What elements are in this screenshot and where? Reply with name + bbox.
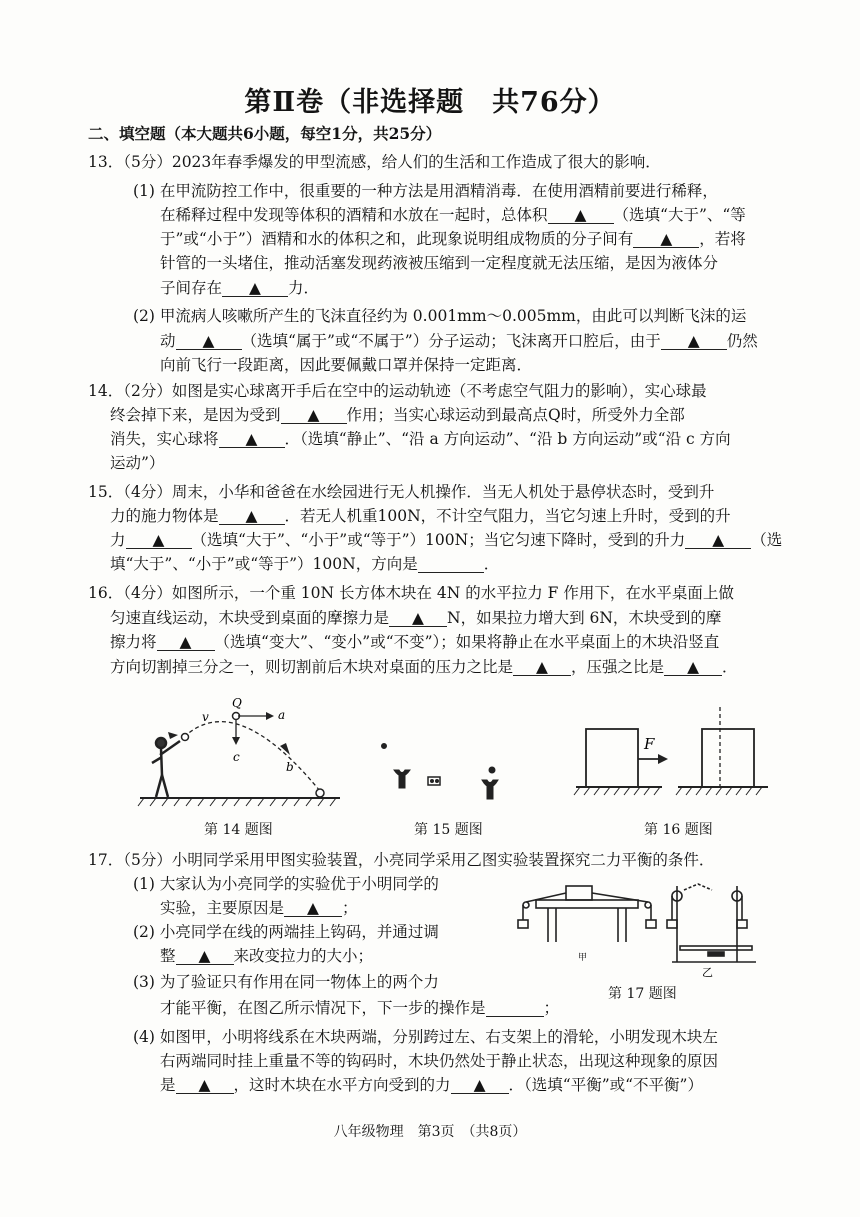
caption-fig15: 第 15 题图 <box>414 822 483 838</box>
q13-part2-line: (2) 甲流病人咳嗽所产生的飞沫直径约为 0.001mm～0.005mm，由此可以判断飞沫的运 <box>133 307 747 325</box>
q17-part1-line: (1) 大家认为小亮同学的实验优于小明同学的 <box>133 875 439 893</box>
q17-line10: 是 ▲ ，这时木块在水平方向受到的力 ▲ ．（选填“平衡”或“不平衡”） <box>160 1076 703 1094</box>
figure-17 <box>512 880 772 980</box>
answer-blank[interactable]: ▲ <box>661 333 727 350</box>
answer-blank[interactable] <box>418 556 484 573</box>
apparatus-yi <box>667 884 756 962</box>
section-heading: 二、填空题（本大题共6小题，每空1分，共25分） <box>88 124 442 143</box>
label-jia: 甲 <box>578 953 588 963</box>
figure-14 <box>140 695 340 810</box>
q15-stem: 15．（4分）周末，小华和爸爸在水绘园进行无人机操作．当无人机处于悬停状态时，受到升 <box>88 483 715 501</box>
page-title: 第Ⅱ卷（非选择题 共76分） <box>244 87 616 118</box>
answer-blank[interactable]: ▲ <box>284 900 342 917</box>
q14-stem: 14．（2分）如图是实心球离开手后在空中的运动轨迹（不考虑空气阻力的影响），实心球最 <box>88 382 707 400</box>
q15-line3: 力 ▲ （选填“大于”、“小于”或“等于”）100N；当它匀速下降时，受到的升力 ▲ （选 <box>110 531 783 549</box>
figure-16 <box>572 705 772 800</box>
answer-blank[interactable]: ▲ <box>513 659 571 676</box>
answer-blank[interactable]: ▲ <box>219 508 285 525</box>
label-f: F <box>644 735 655 753</box>
q17-stem: 17．（5分）小明同学采用甲图实验装置，小亮同学采用乙图实验装置探究二力平衡的条件． <box>88 851 715 869</box>
page-footer: 八年级物理 第3页 （共8页） <box>333 1124 527 1140</box>
q17-line5: 整 ▲ 来改变拉力的大小； <box>160 947 374 965</box>
answer-blank[interactable]: ▲ <box>176 1077 234 1094</box>
q14-line3: 消失，实心球将 ▲ ．（选填“静止”、“沿 a 方向运动”、“沿 b 方向运动”或“沿 c 方向 <box>110 430 731 448</box>
answer-blank[interactable]: ▲ <box>222 280 288 297</box>
label-a: a <box>278 708 286 722</box>
q13-stem: 13．（5分）2023年春季爆发的甲型流感，给人们的生活和工作造成了很大的影响． <box>88 153 661 171</box>
answer-blank[interactable]: ▲ <box>685 532 751 549</box>
answer-blank[interactable]: ▲ <box>451 1077 509 1094</box>
q13-line9: 向前飞行一段距离，因此要佩戴口罩并保持一定距离． <box>160 356 533 374</box>
answer-blank[interactable]: ▲ <box>548 207 614 224</box>
q16-line3: 擦力将 ▲ （选填“变大”、“变小”或“不变”）；如果将静止在水平桌面上的木块沿竖直 <box>110 633 720 651</box>
q16-line4: 方向切割掉三分之一，则切割前后木块对桌面的压力之比是 ▲ ，压强之比是 ▲ ． <box>110 658 738 676</box>
answer-blank[interactable]: ▲ <box>176 333 242 350</box>
answer-blank[interactable]: ▲ <box>281 407 347 424</box>
label-c: c <box>233 750 240 764</box>
q13-line4: 于”或“小于”）酒精和水的体积之和，此现象说明组成物质的分子间有 ▲ ，若将 <box>160 230 746 248</box>
wood-block-cut <box>702 729 754 787</box>
caption-fig14: 第 14 题图 <box>204 822 273 838</box>
answer-blank[interactable]: ▲ <box>176 948 234 965</box>
label-v: v <box>202 710 209 724</box>
q13-line3: 在稀释过程中发现等体积的酒精和水放在一起时，总体积 ▲ （选填“大于”、“等 <box>160 206 746 224</box>
label-b: b <box>286 760 294 774</box>
q17-part2-line: (2) 小亮同学在线的两端挂上钩码，并通过调 <box>133 923 439 941</box>
q13-line5: 针管的一头堵住，推动活塞发现药液被压缩到一定程度就无法压缩，是因为液体分 <box>160 254 719 272</box>
answer-blank[interactable]: ▲ <box>126 532 192 549</box>
q17-line7: 才能平衡，在图乙所示情况下，下一步的操作是 ； <box>160 999 560 1017</box>
caption-fig17: 第 17 题图 <box>608 986 677 1002</box>
q17-part3-line: (3) 为了验证只有作用在同一物体上的两个力 <box>133 973 439 991</box>
thrower-figure <box>152 738 180 797</box>
answer-blank[interactable]: ▲ <box>633 231 699 248</box>
q15-line2: 力的施力物体是 ▲ ．若无人机重100N，不计空气阻力，当它匀速上升时，受到的升 <box>110 507 731 525</box>
q13-line8: 动 ▲ （选填“属于”或“不属于”）分子运动；飞沫离开口腔后，由于 ▲ 仍然 <box>160 332 758 350</box>
answer-blank[interactable]: ▲ <box>664 659 722 676</box>
label-q: Q <box>232 696 242 710</box>
q13-part1-line: (1) 在甲流防控工作中，很重要的一种方法是用酒精消毒．在使用酒精前要进行稀释， <box>133 182 718 200</box>
q17-part4-line: (4) 如图甲，小明将线系在木块两端，分别跨过左、右支架上的滑轮，小明发现木块左 <box>133 1028 718 1046</box>
answer-blank[interactable] <box>486 1000 544 1017</box>
label-yi: 乙 <box>702 966 713 979</box>
q15-line4: 填“大于”、“小于”或“等于”）100N，方向是 ． <box>110 555 500 573</box>
q17-line3: 实验，主要原因是 ▲ ； <box>160 899 358 917</box>
q14-line4: 运动”） <box>110 454 165 472</box>
answer-blank[interactable]: ▲ <box>389 610 447 627</box>
drone-icon <box>382 744 499 800</box>
answer-blank[interactable]: ▲ <box>219 431 285 448</box>
q13-line6: 子间存在 ▲ 力． <box>160 279 320 297</box>
apparatus-jia <box>518 886 656 942</box>
q17-line9: 右两端同时挂上重量不等的钩码时，木块仍然处于静止状态，出现这种现象的原因 <box>160 1052 719 1070</box>
caption-fig16: 第 16 题图 <box>644 822 713 838</box>
q16-line2: 匀速直线运动，木块受到桌面的摩擦力是 ▲ N，如果拉力增大到 6N，木块受到的摩 <box>110 609 722 627</box>
figure-15 <box>372 730 512 815</box>
q14-line2: 终会掉下来，是因为受到 ▲ 作用；当实心球运动到最高点Q时，所受外力全部 <box>110 406 685 424</box>
q16-stem: 16．（4分）如图所示，一个重 10N 长方体木块在 4N 的水平拉力 F 作用下，在水平桌面上做 <box>88 584 734 602</box>
wood-block <box>586 729 638 787</box>
answer-blank[interactable]: ▲ <box>157 634 215 651</box>
